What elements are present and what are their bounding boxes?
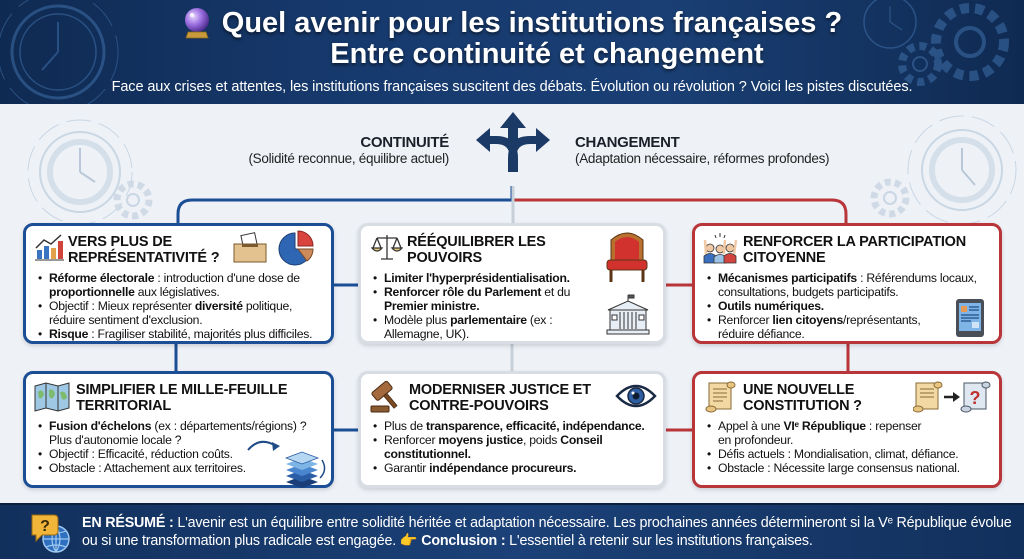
crystal-ball-icon: [182, 6, 212, 40]
summary-label: EN RÉSUMÉ :: [82, 515, 174, 531]
card-constitution: [692, 371, 1002, 488]
branch-changement: [575, 134, 829, 166]
summary-footer: [0, 503, 1024, 559]
scroll-arrow-question-icon: [913, 380, 993, 416]
parliament-building-icon: [605, 294, 651, 336]
page-title-line1: Quel avenir pour les institutions françaises ?: [221, 6, 843, 39]
scales-icon: [371, 232, 403, 262]
branch-changement-subtitle: (Adaptation nécessaire, réformes profondes): [575, 151, 830, 166]
bullet: • Réforme électorale : introduction d'une dose de proportionnelle aux législatives.: [38, 271, 321, 299]
bullet: • Objectif : Mieux représenter diversité politique, réduire sentiment d'exclusion.: [38, 299, 321, 327]
bullet: • Risque : Fragiliser stabilité, majorités plus difficiles.: [38, 327, 321, 341]
branch-continuite: [248, 134, 449, 166]
map-icon: [34, 382, 70, 412]
conclusion-label: Conclusion :: [421, 533, 506, 549]
card-bullets: [38, 271, 321, 341]
raised-hands-icon: [703, 232, 737, 264]
bar-chart-icon: [34, 232, 64, 262]
card-bullets: [38, 419, 321, 475]
ballot-box-icon: [232, 232, 268, 264]
summary-text: [82, 514, 1012, 550]
page-subtitle: Face aux crises et attentes, les institutions françaises suscitent des débats. Évolution ou révolution ? Voici les pistes discutées.: [111, 79, 913, 95]
eye-icon: [615, 382, 657, 410]
bullet: • Renforcer rôle du Parlement et du Premier ministre.: [373, 285, 573, 313]
card-justice: [358, 371, 666, 488]
scroll-icon: [705, 380, 737, 414]
pointing-hand-icon: 👉: [399, 533, 418, 549]
bullet: • Limiter l'hyperprésidentialisation.: [373, 271, 653, 285]
bullet: • Renforcer moyens justice, poids Conseil constitutionnel.: [373, 433, 613, 461]
pie-chart-icon: [278, 230, 314, 266]
card-title: RENFORCER LA PARTICIPATION CITOYENNE: [743, 234, 967, 266]
header-banner: [0, 0, 1024, 104]
page-title-line2: Entre continuité et changement: [330, 38, 764, 70]
card-participation: [692, 223, 1002, 344]
bullet: • Modèle plus parlementaire (ex : Allemagne, UK).: [373, 313, 573, 341]
svg-text:?: ?: [40, 518, 50, 535]
fork-arrows-icon: [474, 110, 552, 188]
summary-body: L'avenir est un équilibre entre solidité héritée et adaptation nécessaire. Les prochaines années détermineront si la Vᵉ République évolue ou si une transformation plus radicale est engagée.: [82, 515, 1012, 549]
bullet: • Fusion d'échelons (ex : départements/régions) ? Plus d'autonomie locale ?: [38, 419, 321, 447]
bullet: • Renforcer lien citoyens/représentants, réduire défiance.: [707, 313, 937, 341]
card-bullets: [707, 419, 989, 475]
branch-continuite-subtitle: (Solidité reconnue, équilibre actuel): [248, 151, 449, 166]
bullet: • Obstacle : Nécessite large consensus national.: [707, 461, 989, 475]
branch-changement-title: CHANGEMENT: [575, 134, 680, 151]
card-representativite: [23, 223, 334, 344]
svg-text:?: ?: [969, 388, 981, 408]
card-title: MODERNISER JUSTICE ET CONTRE-POUVOIRS: [409, 382, 591, 414]
question-globe-icon: [28, 511, 72, 555]
conclusion-body: L'essentiel à retenir sur les institutions françaises.: [505, 533, 813, 549]
bullet: • Défis actuels : Mondialisation, climat, défiance.: [707, 447, 989, 461]
card-pouvoirs: [358, 223, 666, 344]
bullet: • Appel à une VIᵉ République : repenser en profondeur.: [707, 419, 927, 447]
card-bullets: [373, 419, 653, 475]
card-title: VERS PLUS DE REPRÉSENTATIVITÉ ?: [68, 234, 220, 266]
bullet: • Plus de transparence, efficacité, indépendance.: [373, 419, 653, 433]
card-title: SIMPLIFIER LE MILLE-FEUILLE TERRITORIAL: [76, 382, 288, 414]
gavel-icon: [369, 380, 403, 414]
card-title: UNE NOUVELLE CONSTITUTION ?: [743, 382, 862, 414]
card-bullets: [707, 271, 989, 341]
bullet: • Outils numériques.: [707, 299, 989, 313]
branch-continuite-title: CONTINUITÉ: [360, 134, 449, 151]
bullet: • Objectif : Efficacité, réduction coûts.: [38, 447, 321, 461]
bullet: • Garantir indépendance procureurs.: [373, 461, 653, 475]
bullet: • Obstacle : Attachement aux territoires.: [38, 461, 321, 475]
bullet: • Mécanismes participatifs : Référendums locaux, consultations, budgets participatifs.: [707, 271, 989, 299]
card-territorial: [23, 371, 334, 488]
card-title: RÉÉQUILIBRER LES POUVOIRS: [407, 234, 546, 266]
